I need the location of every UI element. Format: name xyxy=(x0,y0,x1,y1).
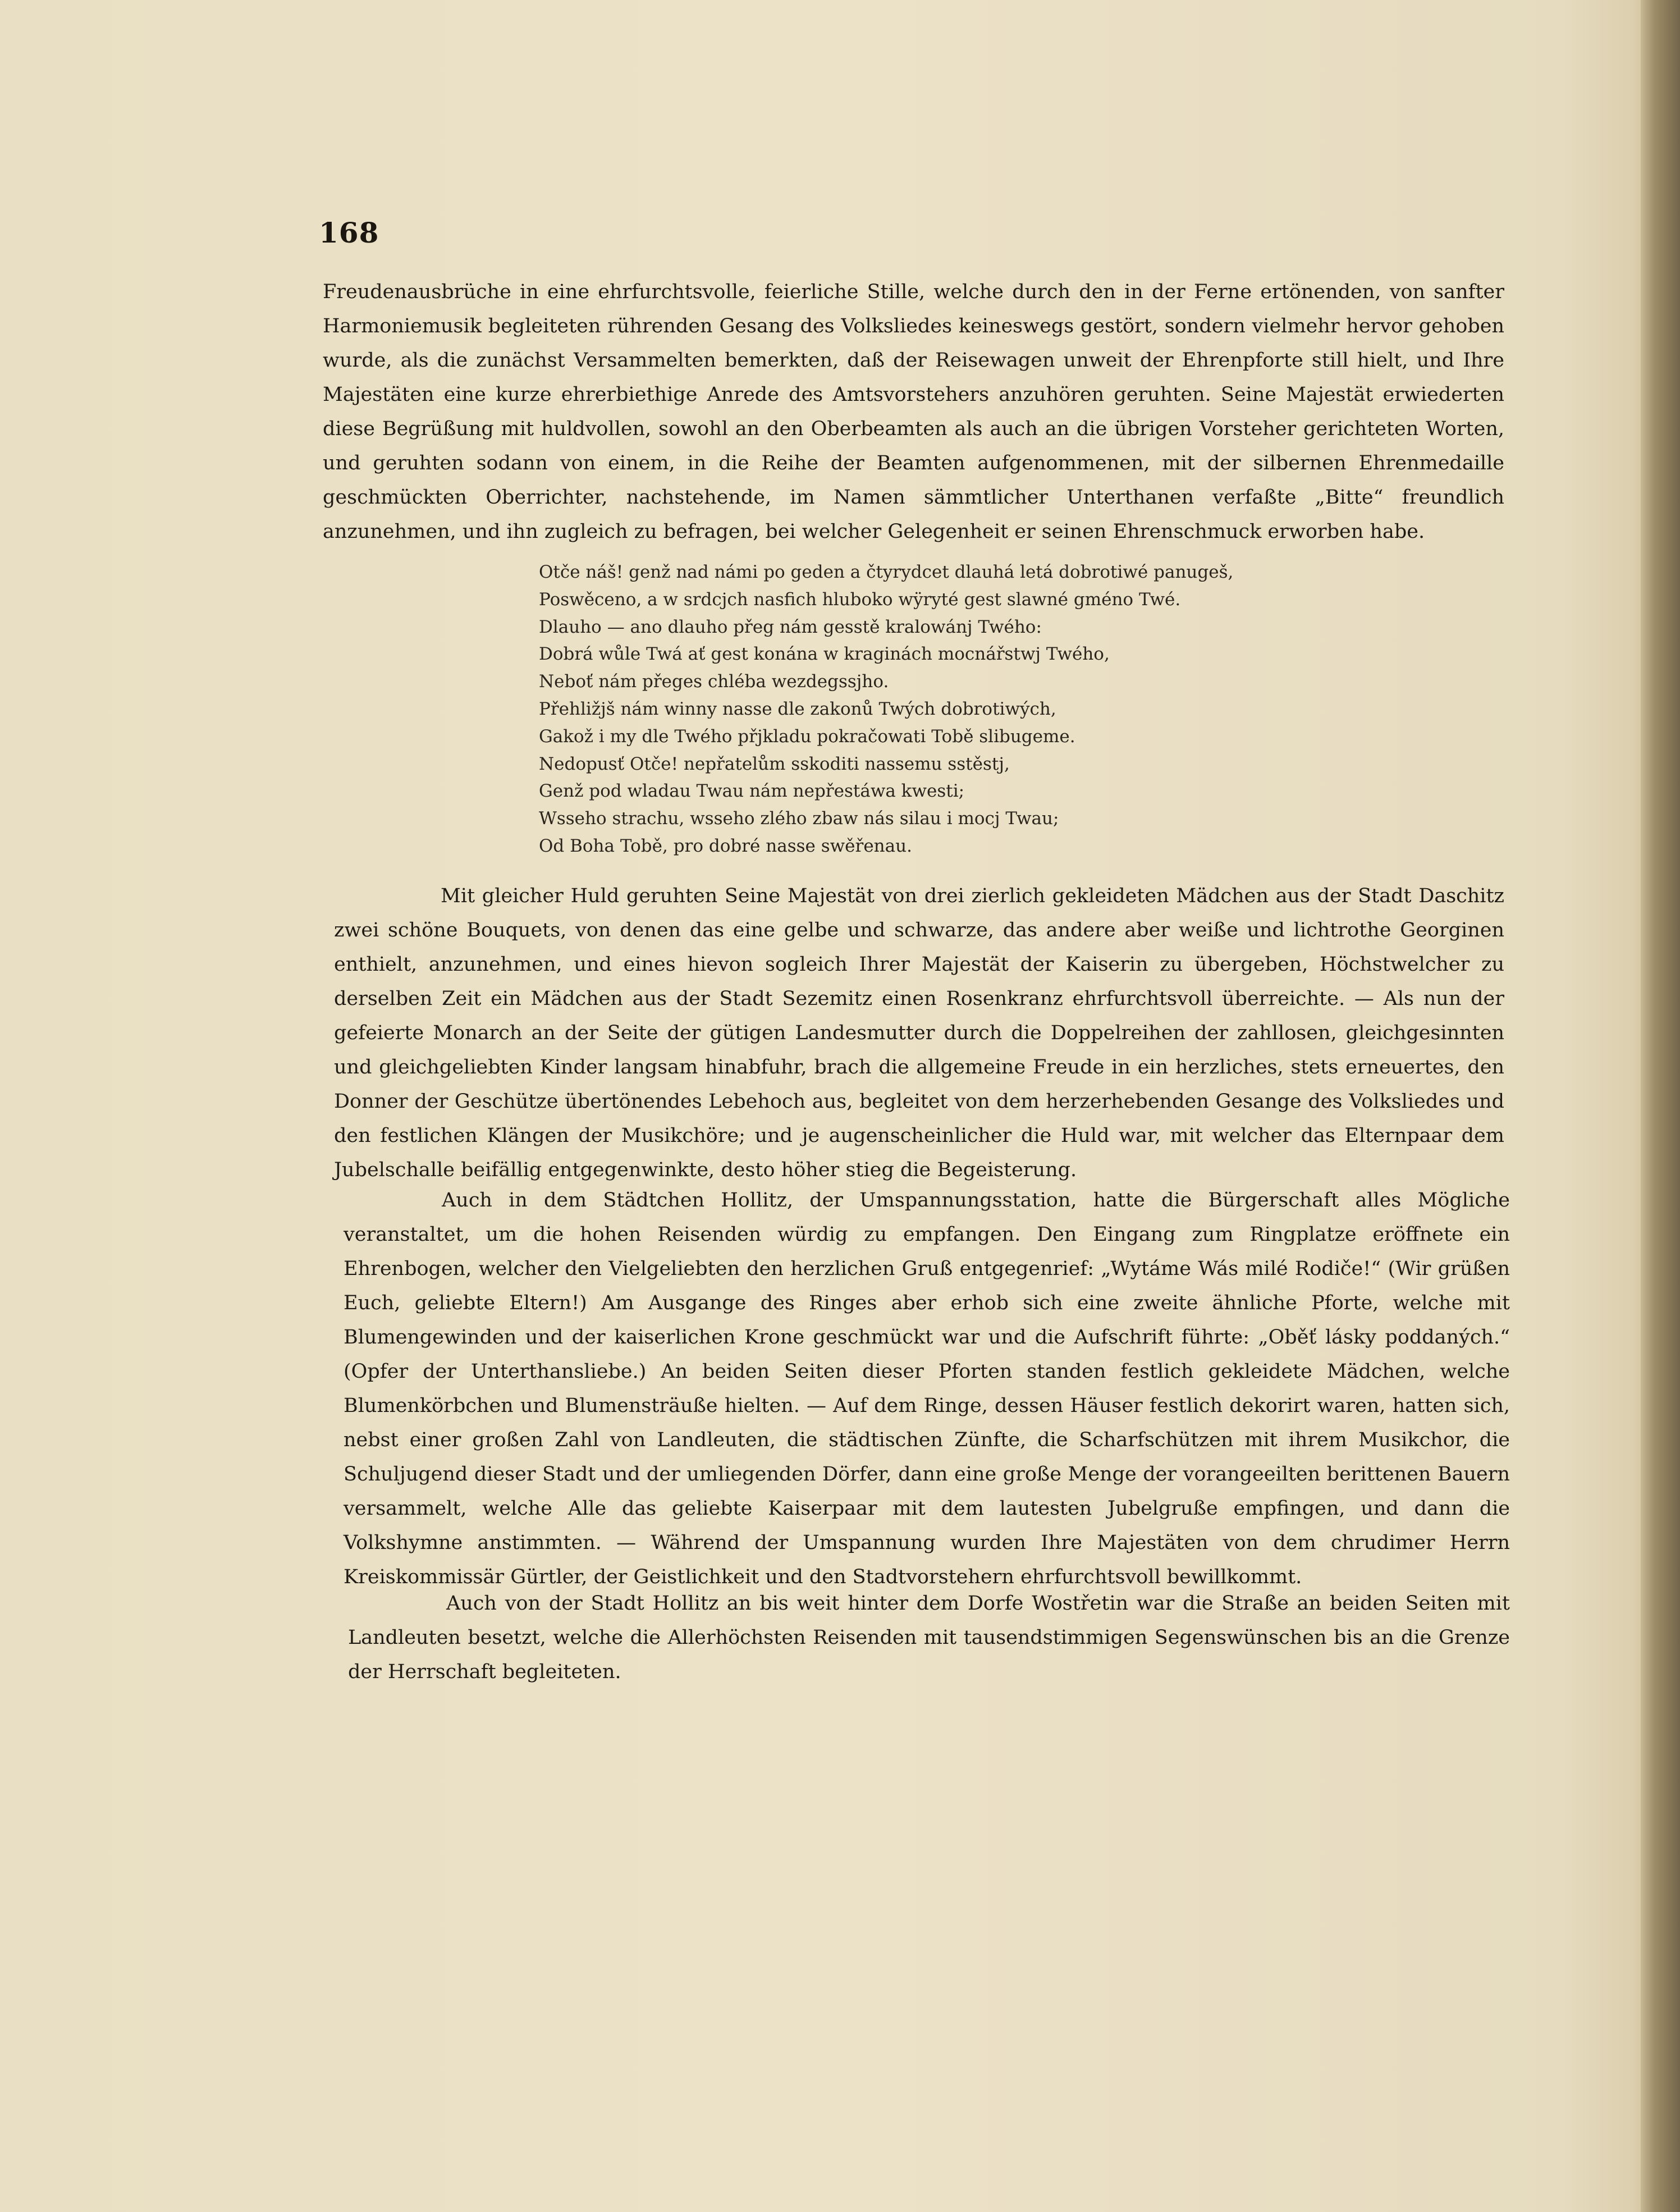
poem-line: Otče náš! genž nad námi po geden a čtyrydcet dlauhá letá dobrotiwé panugeš, xyxy=(539,562,1234,582)
paragraph-daschitz: Mit gleicher Huld geruhten Seine Majestät von drei zierlich gekleideten Mädchen aus der Stadt Daschitz zwei schöne Bouquets, von denen das eine gelbe und schwarze, das andere aber weiße und lichtrothe Georginen enthielt, anzunehmen, und eines hievon sogleich Ihrer Majestät der Kaiserin zu übergeben, Höchstwelcher zu derselben Zeit ein Mädchen aus der Stadt Sezemitz einen Rosenkranz ehrfurchtsvoll überreichte. — Als nun der gefeierte Monarch an der Seite der gütigen Landesmutter durch die Doppelreihen der zahllosen, gleichgesinnten und gleichgeliebten Kinder langsam hinabfuhr, brach die allgemeine Freude in ein herzliches, stets erneuertes, den Donner der Geschütze übertönendes Lebehoch aus, begleitet von dem herzerhebenden Gesange des Volksliedes und den festlichen Klängen der Musikchöre; und je augenscheinlicher die Huld war, mit welcher das Elternpaar dem Jubelschalle beifällig entgegenwinkte, desto höher stieg die Begeisterung. xyxy=(334,885,1504,1181)
poem-line: Dlauho — ano dlauho přeg nám gesstě kralowánj Twého: xyxy=(539,616,1042,637)
poem-line: Poswěceno, a w srdcjch nasfich hluboko wÿryté gest slawné gméno Twé. xyxy=(539,589,1181,610)
poem-line: Wsseho strachu, wsseho zlého zbaw nás silau i mocj Twau; xyxy=(539,808,1059,829)
paragraph-hollitz: Auch in dem Städtchen Hollitz, der Umspannungsstation, hatte die Bürgerschaft alles Mögliche veranstaltet, um die hohen Reisenden würdig zu empfangen. Den Eingang zum Ringplatze eröffnete ein Ehrenbogen, welcher den Vielgeliebten den herzlichen Gruß entgegenrief: „Wytáme Wás milé Rodiče!“ (Wir grüßen Euch, geliebte Eltern!) Am Ausgange des Ringes aber erhob sich eine zweite ähnliche Pforte, welche mit Blumengewinden und der kaiserlichen Krone geschmückt war und die Aufschrift führte: „Oběť lásky poddaných.“ (Opfer der Unterthansliebe.) An beiden Seiten dieser Pforten standen festlich gekleidete Mädchen, welche Blumenkörbchen und Blumensträuße hielten. — Auf dem Ringe, dessen Häuser festlich dekorirt waren, hatten sich, nebst einer großen Zahl von Landleuten, die städtischen Zünfte, die Scharfschützen mit ihrem Musikchor, die Schuljugend dieser Stadt und der umliegenden Dörfer, dann eine große Menge der vorangeeilten berittenen Bauern versammelt, welche Alle das geliebte Kaiserpaar mit dem lautesten Jubelgruße empfingen, und dann die Volkshymne anstimmten. — Während der Umspannung wurden Ihre Majestäten von dem chrudimer Herrn Kreiskommissär Gürtler, der Geistlichkeit und den Stadtvorstehern ehrfurchtsvoll bewillkommt. xyxy=(344,1189,1510,1588)
poem-line: Genž pod wladau Twau nám nepřestáwa kwesti; xyxy=(539,781,965,802)
poem-line: Gakož i my dle Twého přjkladu pokračowati Tobě slibugeme. xyxy=(539,726,1075,747)
book-spine-shadow xyxy=(1641,0,1680,2212)
poem-bitte xyxy=(539,559,1381,860)
poem-line: Neboť nám přeges chléba wezdegssjho. xyxy=(539,671,889,692)
poem-line: Přehližjš nám winny nasse dle zakonů Twých dobrotiwých, xyxy=(539,698,1056,719)
poem-line: Dobrá wůle Twá ať gest konána w kraginách mocnářstwj Twého, xyxy=(539,644,1110,665)
page-number: 168 xyxy=(319,216,379,249)
paragraph-opening: Freudenausbrüche in eine ehrfurchtsvolle, feierliche Stille, welche durch den in der Ferne ertönenden, von sanfter Harmoniemusik begleiteten rührenden Gesang des Volksliedes keineswegs gestört, sondern vielmehr hervor gehoben wurde, als die zunächst Versammelten bemerkten, daß der Reisewagen unweit der Ehrenpforte still hielt, und Ihre Majestäten eine kurze ehrerbiethige Anrede des Amtsvorstehers anzuhören geruhten. Seine Majestät erwiederten diese Begrüßung mit huldvollen, sowohl an den Oberbeamten als auch an die übrigen Vorsteher gerichteten Worten, und geruhten sodann von einem, in die Reihe der Beamten aufgenommenen, mit der silbernen Ehrenmedaille geschmückten Oberrichter, nachstehende, im Namen sämmtlicher Unterthanen verfaßte „Bitte“ freundlich anzunehmen, und ihn zugleich zu befragen, bei welcher Gelegenheit er seinen Ehrenschmuck erworben habe. xyxy=(323,281,1504,543)
poem-line: Od Boha Tobě, pro dobré nasse swěřenau. xyxy=(539,835,912,856)
poem-line: Nedopusť Otče! nepřatelům sskoditi nassemu sstěstj, xyxy=(539,753,1010,774)
paragraph-wostretin: Auch von der Stadt Hollitz an bis weit hinter dem Dorfe Wostřetin war die Straße an beiden Seiten mit Landleuten besetzt, welche die Allerhöchsten Reisenden mit tausendstimmigen Segenswünschen bis an die Grenze der Herrschaft begleiteten. xyxy=(348,1592,1510,1683)
